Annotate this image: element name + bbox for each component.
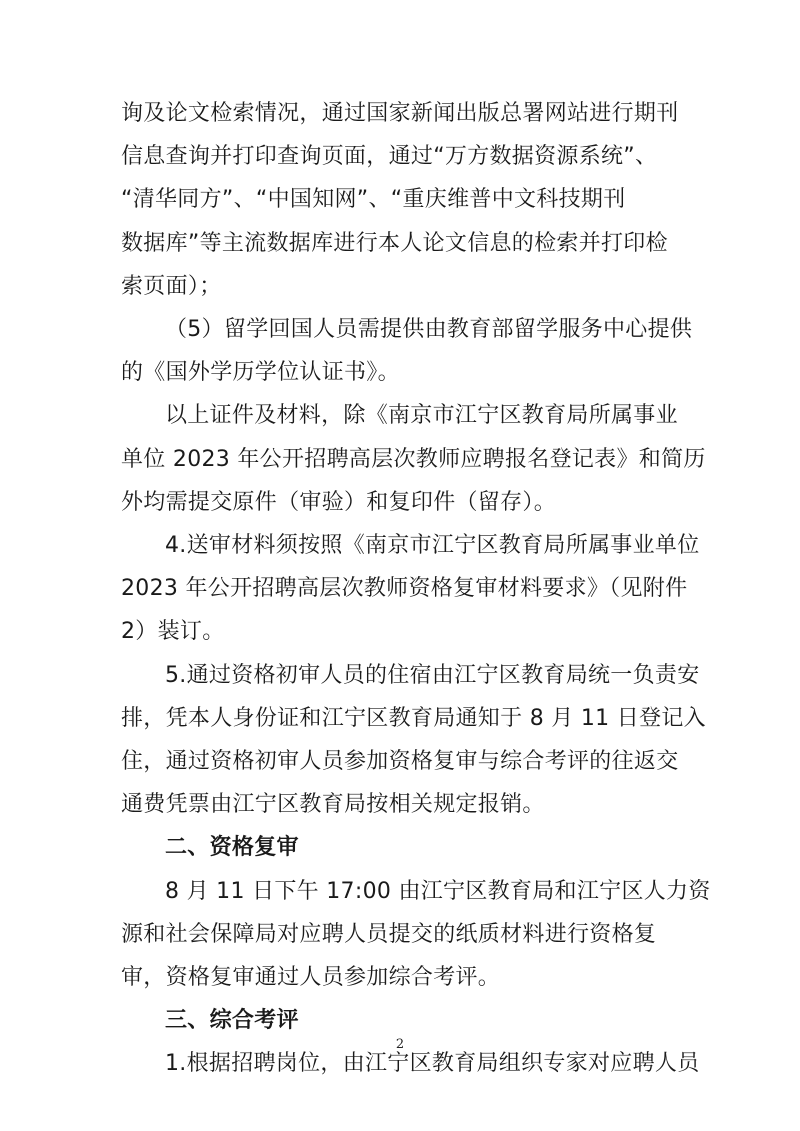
page-number: 2 [395, 1037, 405, 1052]
text-line: 通费凭票由江宁区教育局按相关规定报销。 [121, 792, 545, 817]
text-line: 1.根据招聘岗位，由江宁区教育局组织专家对应聘人员 [165, 1051, 700, 1076]
text-line: 审，资格复审通过人员参加综合考评。 [121, 965, 501, 990]
text-line: “清华同方”、“中国知网”、“重庆维普中文科技期刊 [121, 187, 626, 212]
text-line: 2）装订。 [121, 619, 225, 644]
text-line: 2023 年公开招聘高层次教师资格复审材料要求》（见附件 [121, 576, 688, 601]
text-line: 住，通过资格初审人员参加资格复审与综合考评的往返交 [121, 749, 679, 774]
text-line: 询及论文检索情况，通过国家新闻出版总署网站进行期刊 [121, 101, 679, 126]
text-line: 数据库”等主流数据库进行本人论文信息的检索并打印检 [121, 231, 668, 256]
text-line: 5.通过资格初审人员的住宿由江宁区教育局统一负责安 [165, 663, 700, 688]
text-line: 4.送审材料须按照《南京市江宁区教育局所属事业单位 [165, 533, 700, 558]
text-line: （5）留学回国人员需提供由教育部留学服务中心提供 [165, 317, 693, 342]
text-line: 索页面）； [121, 274, 222, 299]
text-line: 单位 2023 年公开招聘高层次教师应聘报名登记表》和简历 [121, 447, 706, 472]
text-line: 源和社会保障局对应聘人员提交的纸质材料进行资格复 [121, 922, 657, 947]
text-line: 外均需提交原件（审验）和复印件（留存）。 [121, 490, 557, 515]
section-heading: 三、综合考评 [165, 1008, 299, 1033]
text-line: 以上证件及材料，除《南京市江宁区教育局所属事业 [165, 403, 678, 428]
text-line: 的《国外学历学位认证书》。 [121, 360, 400, 385]
text-line: 排，凭本人身份证和江宁区教育局通知于 8 月 11 日登记入 [121, 706, 706, 731]
text-line: 信息查询并打印查询页面，通过“万方数据资源系统”、 [121, 144, 658, 169]
section-heading: 二、资格复审 [165, 835, 299, 860]
text-line: 8 月 11 日下午 17:00 由江宁区教育局和江宁区人力资 [165, 879, 711, 904]
